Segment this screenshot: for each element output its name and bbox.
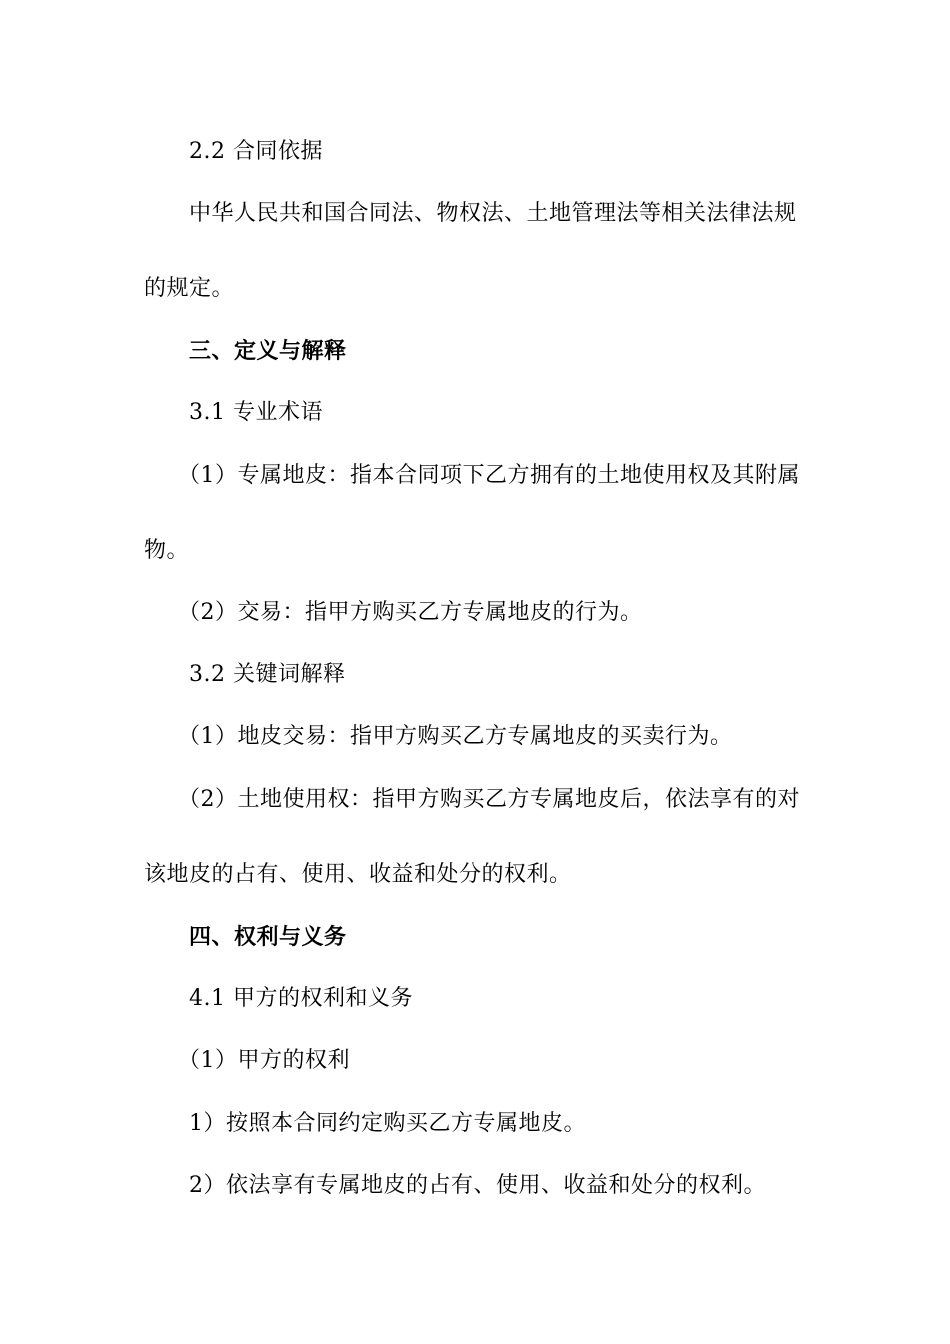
paragraph-legal-basis: 中华人民共和国合同法、物权法、土地管理法等相关法律法规 [189, 201, 797, 226]
party-a-right-2: 2）依法享有专属地皮的占有、使用、收益和处分的权利。 [189, 1173, 766, 1198]
section-2-2-heading: 2.2 合同依据 [189, 139, 323, 164]
definition-exclusive-land: （1）专属地皮：指本合同项下乙方拥有的土地使用权及其附属 [178, 463, 800, 488]
definition-transaction: （2）交易：指甲方购买乙方专属地皮的行为。 [178, 600, 643, 625]
section-3-1-heading: 3.1 专业术语 [189, 400, 323, 425]
party-a-right-1: 1）按照本合同约定购买乙方专属地皮。 [189, 1111, 586, 1136]
definition-exclusive-land-cont: 物。 [144, 538, 190, 563]
section-4-heading: 四、权利与义务 [189, 924, 347, 950]
definition-land-transaction: （1）地皮交易：指甲方购买乙方专属地皮的买卖行为。 [178, 724, 733, 749]
section-4-1-heading: 4.1 甲方的权利和义务 [189, 986, 413, 1011]
party-a-rights-heading: （1）甲方的权利 [178, 1048, 350, 1073]
section-3-heading: 三、定义与解释 [189, 338, 347, 364]
definition-land-use-right: （2）土地使用权：指甲方购买乙方专属地皮后，依法享有的对 [178, 787, 800, 812]
section-3-2-heading: 3.2 关键词解释 [189, 662, 346, 687]
paragraph-legal-basis-cont: 的规定。 [144, 276, 235, 301]
definition-land-use-right-cont: 该地皮的占有、使用、收益和处分的权利。 [144, 862, 572, 887]
